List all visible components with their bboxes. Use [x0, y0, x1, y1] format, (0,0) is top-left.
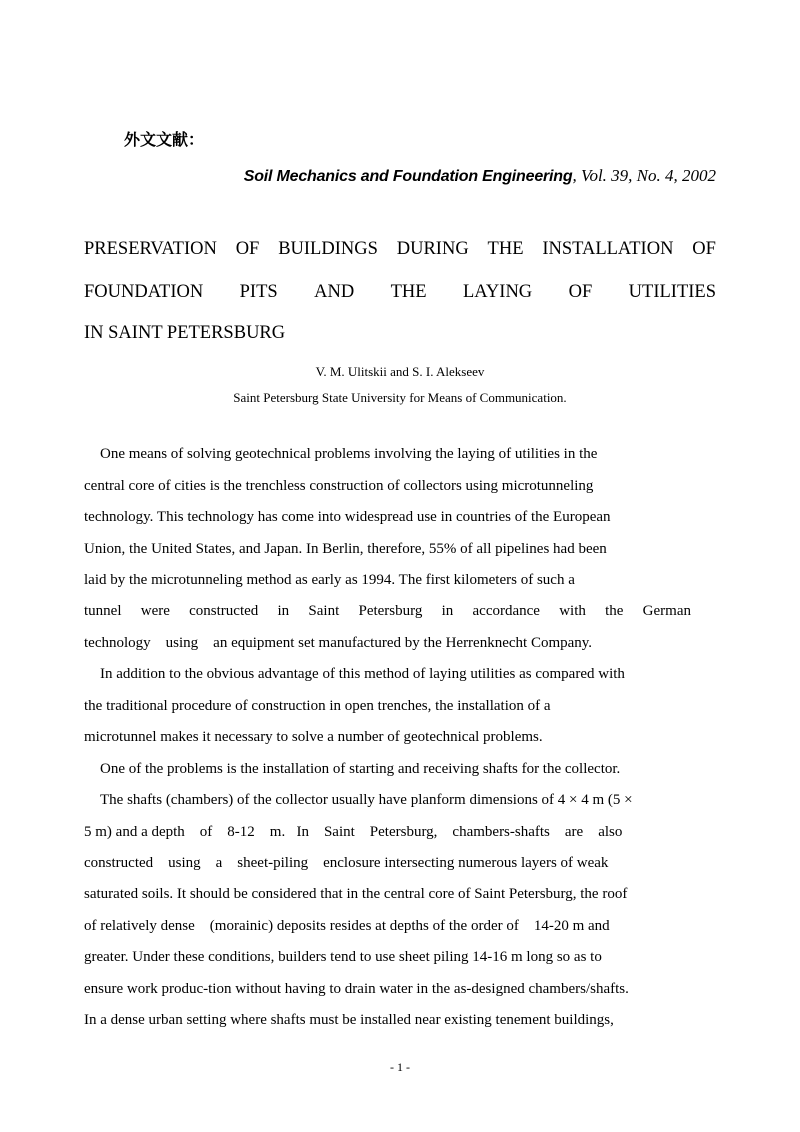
page-number: - 1 - — [390, 1060, 410, 1074]
body-line: saturated soils. It should be considered that in the central core of Saint Petersburg, the roof — [84, 886, 628, 902]
body-word: in — [277, 603, 290, 619]
title-word: OF — [692, 239, 716, 259]
body-word: Saint — [308, 603, 340, 619]
body-word: in — [441, 603, 454, 619]
body-line: microtunnel makes it necessary to solve a number of geotechnical problems. — [84, 729, 543, 745]
affiliation: Saint Petersburg State University for Means of Communication. — [233, 390, 567, 405]
title-word: FOUNDATION — [84, 282, 204, 302]
title-word: THE — [390, 282, 427, 302]
title-word: PRESERVATION — [84, 239, 217, 259]
title-word: PITS — [239, 282, 278, 302]
body-line: central core of cities is the trenchless construction of collectors using microtunneling — [84, 478, 594, 494]
body-word: Petersburg — [358, 603, 423, 619]
foreign-literature-heading: 外文文献： — [124, 130, 205, 149]
body-line: In addition to the obvious advantage of this method of laying utilities as compared with — [100, 666, 625, 682]
body-word: German — [642, 603, 691, 619]
body-word: accordance — [472, 603, 540, 619]
body-line: One of the problems is the installation of starting and receiving shafts for the collector. — [100, 761, 621, 777]
title-line-1 — [84, 238, 716, 260]
body-line: The shafts (chambers) of the collector usually have planform dimensions of 4 × 4 m (5 × — [100, 792, 633, 808]
body-line: of relatively dense (morainic) deposits resides at depths of the order of 14-20 m and — [84, 918, 610, 934]
body-line: technology. This technology has come into widespread use in countries of the European — [84, 509, 611, 525]
body-word: with — [559, 603, 586, 619]
body-line: Union, the United States, and Japan. In Berlin, therefore, 55% of all pipelines had been — [84, 541, 607, 557]
title-word: LAYING — [462, 282, 533, 302]
journal-name: Soil Mechanics and Foundation Engineering — [243, 168, 573, 185]
body-line: laid by the microtunneling method as early as 1994. The first kilometers of such a — [84, 572, 575, 588]
body-word: were — [140, 603, 170, 619]
title-word: BUILDINGS — [278, 239, 378, 259]
journal-citation — [244, 166, 716, 186]
body-line: constructed using a sheet-piling enclosure intersecting numerous layers of weak — [84, 855, 609, 871]
journal-details: , Vol. 39, No. 4, 2002 — [572, 166, 716, 185]
title-word: THE — [487, 239, 524, 259]
title-word: OF — [568, 282, 593, 302]
body-line: In a dense urban setting where shafts must be installed near existing tenement buildings, — [84, 1012, 614, 1028]
title-word: DURING — [396, 239, 469, 259]
body-line: One means of solving geotechnical problems involving the laying of utilities in the — [100, 446, 598, 462]
title-line-2 — [84, 281, 716, 303]
title-line-3: IN SAINT PETERSBURG — [84, 323, 286, 343]
title-word: INSTALLATION — [542, 239, 674, 259]
title-word: UTILITIES — [628, 282, 716, 302]
body-line: greater. Under these conditions, builders tend to use sheet piling 14-16 m long so as to — [84, 949, 602, 965]
title-word: AND — [314, 282, 355, 302]
body-line: ensure work produc-tion without having to drain water in the as-designed chambers/shafts. — [84, 981, 629, 997]
body-line: the traditional procedure of construction in open trenches, the installation of a — [84, 698, 551, 714]
body-word: constructed — [189, 603, 259, 619]
authors: V. M. Ulitskii and S. I. Alekseev — [315, 364, 485, 379]
title-word: OF — [235, 239, 260, 259]
body-line-justified — [84, 601, 691, 621]
body-word: tunnel — [84, 603, 122, 619]
body-line: technology using an equipment set manufactured by the Herrenknecht Company. — [84, 635, 593, 651]
body-line: 5 m) and a depth of 8-12 m. In Saint Petersburg, chambers-shafts are also — [84, 824, 623, 840]
body-word: the — [605, 603, 624, 619]
